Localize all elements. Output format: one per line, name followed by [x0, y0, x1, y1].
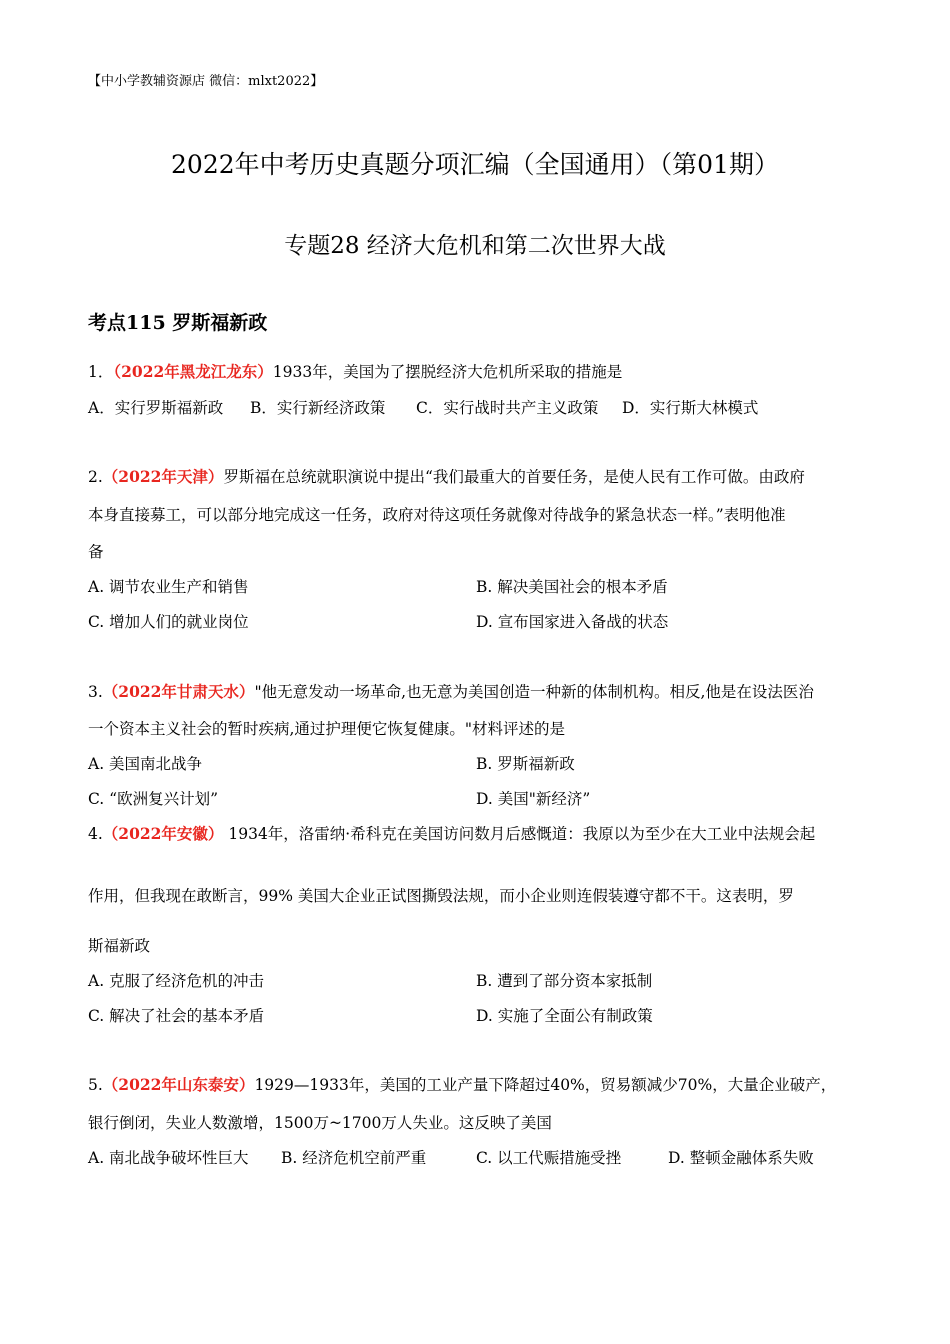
question-number: 4.	[88, 825, 103, 843]
q4-option-d: D. 实施了全面公有制政策	[476, 1007, 653, 1025]
question-4-stem-line-2: 作用，但我现在敢断言，99% 美国大企业正试图撕毁法规，而小企业则连假装遵守都不干。这表明，罗	[88, 887, 794, 905]
question-number: 3.	[88, 683, 103, 701]
section-heading: 考点115 罗斯福新政	[88, 312, 268, 334]
q4-option-a: A. 克服了经济危机的冲击	[88, 972, 265, 990]
question-2-stem-line-1	[88, 465, 805, 487]
q3-option-b: B. 罗斯福新政	[476, 755, 575, 773]
question-3-stem-line-2: 一个资本主义社会的暂时疾病,通过护理便它恢复健康。"材料评述的是	[88, 720, 566, 738]
question-5-stem-line-2: 银行倒闭，失业人数激增，1500万~1700万人失业。这反映了美国	[88, 1114, 552, 1132]
q1-option-d: D．实行斯大林模式	[622, 399, 759, 417]
topic-subtitle: 专题28 经济大危机和第二次世界大战	[284, 233, 666, 259]
q4-option-b: B. 遭到了部分资本家抵制	[476, 972, 653, 990]
question-text: 1929—1933年，美国的工业产量下降超过40%，贸易额减少70%，大量企业破产，	[254, 1076, 837, 1094]
question-text: 1934年，洛雷纳·希科克在美国访问数月后感慨道：我原以为至少在大工业中法规会起	[223, 825, 816, 843]
question-5-stem-line-1	[88, 1073, 836, 1095]
q3-option-a: A. 美国南北战争	[88, 755, 203, 773]
question-text: 1933年，美国为了摆脱经济大危机所采取的措施是	[272, 363, 623, 381]
q5-option-c: C. 以工代赈措施受挫	[476, 1149, 622, 1167]
question-number: 1．	[88, 363, 114, 381]
question-text: "他无意发动一场革命,也无意为美国创造一种新的体制机构。相反,他是在设法医治	[254, 683, 814, 701]
question-number: 5.	[88, 1076, 103, 1094]
q5-option-d: D. 整顿金融体系失败	[668, 1149, 814, 1167]
q2-option-a: A. 调节农业生产和销售	[88, 578, 249, 596]
q2-option-c: C. 增加人们的就业岗位	[88, 613, 249, 631]
q5-option-a: A. 南北战争破坏性巨大	[88, 1149, 249, 1167]
q3-option-d: D. 美国"新经济”	[476, 790, 591, 808]
question-source: （2022年甘肃天水）	[102, 682, 255, 701]
q1-option-b: B．实行新经济政策	[250, 399, 386, 417]
page-title: 2022年中考历史真题分项汇编（全国通用）（第01期）	[171, 150, 779, 179]
question-2-stem-line-3: 备	[88, 543, 104, 561]
q1-option-c: C．实行战时共产主义政策	[416, 399, 599, 417]
question-number: 2.	[88, 468, 103, 486]
question-source: （2022年安徽）	[102, 824, 224, 843]
q1-option-a: A．实行罗斯福新政	[88, 399, 224, 417]
q2-option-b: B. 解决美国社会的根本矛盾	[476, 578, 668, 596]
question-source: （2022年黑龙江龙东）	[113, 362, 273, 381]
question-3-stem-line-1	[88, 680, 814, 702]
q2-option-d: D. 宣布国家进入备战的状态	[476, 613, 669, 631]
question-text: 罗斯福在总统就职演说中提出“我们最重大的首要任务，是使人民有工作可做。由政府	[223, 468, 805, 486]
question-4-stem-line-1	[88, 822, 815, 844]
question-1-stem	[88, 360, 622, 382]
question-4-stem-line-3: 斯福新政	[88, 937, 151, 955]
header-note: 【中小学教辅资源店 微信：mlxt2022】	[88, 74, 324, 89]
question-source: （2022年山东泰安）	[102, 1075, 255, 1094]
question-2-stem-line-2: 本身直接募工，可以部分地完成这一任务，政府对待这项任务就像对待战争的紧急状态一样。”表明他准	[88, 506, 786, 524]
q4-option-c: C. 解决了社会的基本矛盾	[88, 1007, 265, 1025]
question-source: （2022年天津）	[102, 467, 224, 486]
q3-option-c: C. “欧洲复兴计划”	[88, 790, 219, 808]
q5-option-b: B. 经济危机空前严重	[281, 1149, 427, 1167]
